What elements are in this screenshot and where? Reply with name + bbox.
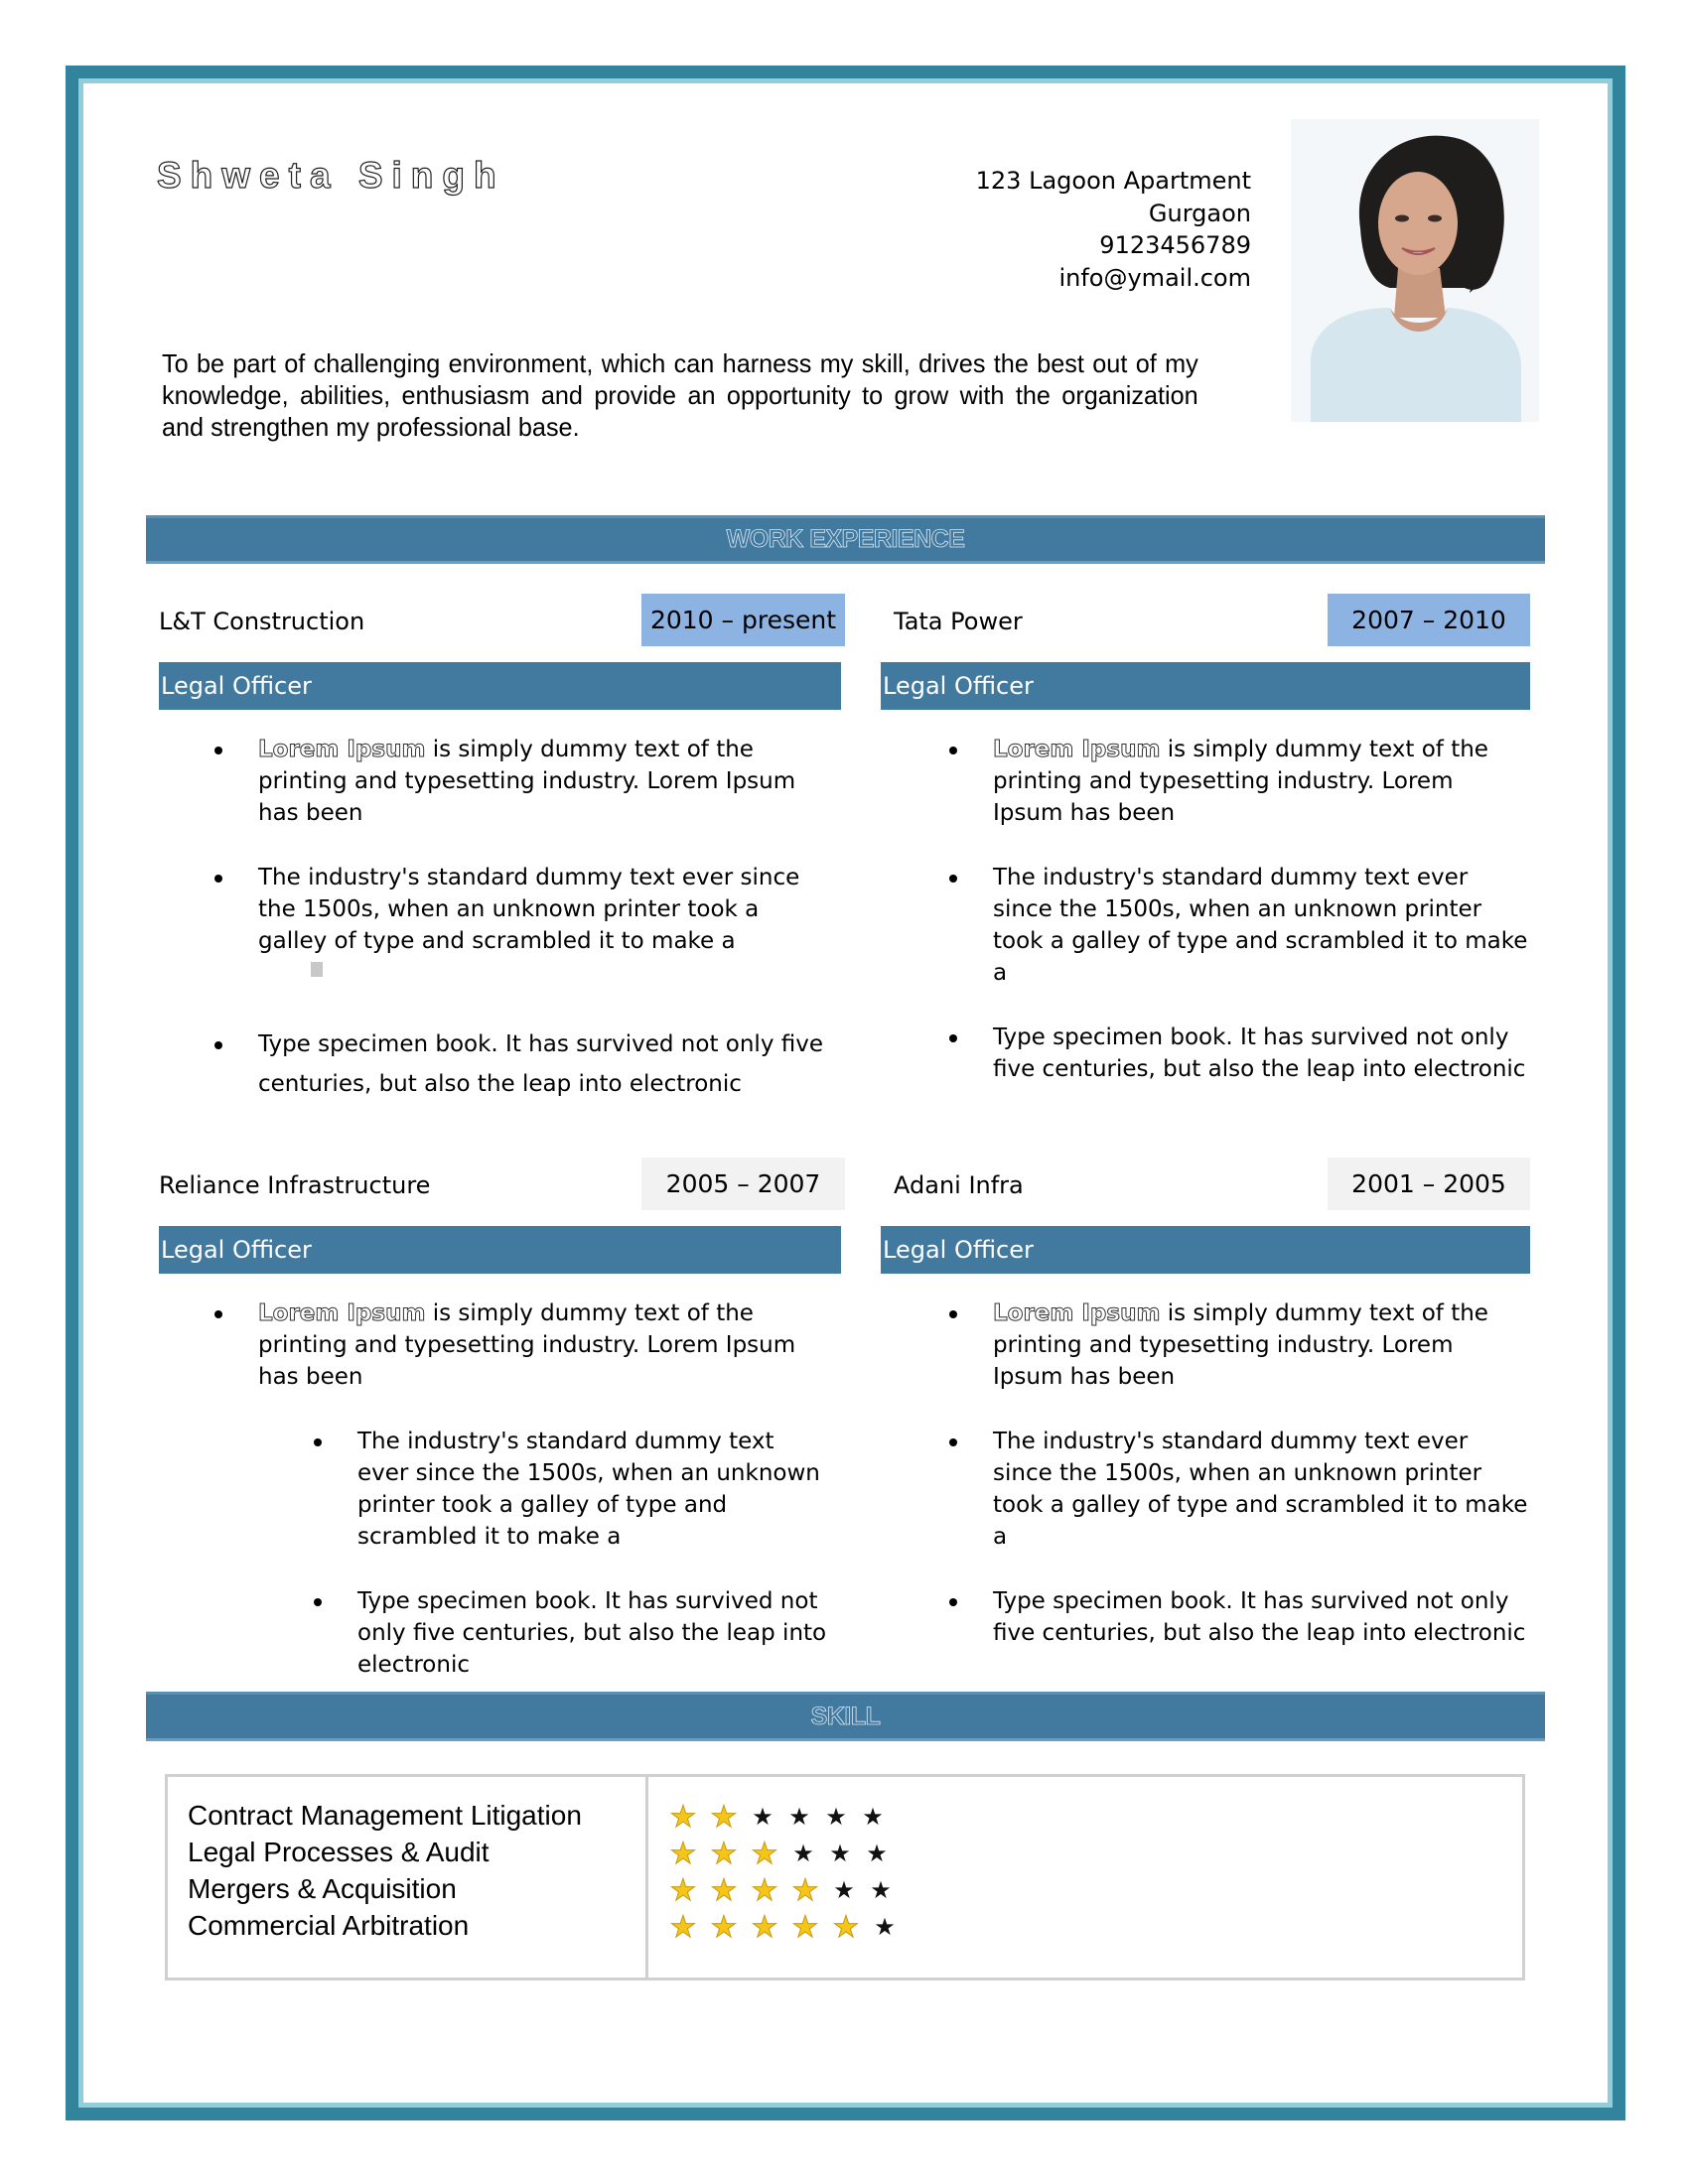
bullet-text: The industry's standard dummy text ever since the 1500s, when an unknown printer took a galley of type and scrambled it to make a [993,1429,1528,1550]
star-empty-icon: ★ [829,1840,851,1867]
star-filled-icon: ★ [751,1910,778,1944]
list-item [993,1297,1529,1393]
placeholder-square-icon [311,962,323,977]
star-filled-icon: ★ [832,1910,860,1944]
star-empty-icon: ★ [833,1876,855,1904]
employment-dates: 2001 – 2005 [1328,1158,1530,1210]
job-title-bar: Legal Officer [159,662,841,710]
company-name: L&T Construction [159,608,365,635]
star-empty-icon: ★ [752,1803,774,1831]
star-empty-icon: ★ [866,1840,888,1867]
responsibility-list [993,1297,1529,1649]
skill-names [188,1797,582,1944]
employment-dates: 2007 – 2010 [1328,594,1530,646]
skill-ratings [664,1799,902,1946]
lorem-lead: Lorem Ipsum [993,737,1161,762]
responsibility-list [993,734,1529,1085]
star-empty-icon: ★ [792,1840,814,1867]
lorem-lead: Lorem Ipsum [258,1300,426,1326]
star-rating [664,1872,902,1909]
bullet-icon [214,875,222,883]
bullet-text: is simply dummy text of the printing and typesetting industry. Lorem Ipsum has been [258,737,796,826]
star-filled-icon: ★ [791,1910,819,1944]
star-filled-icon: ★ [669,1873,697,1907]
skill-heading [146,1692,1545,1741]
employment-dates: 2010 – present [641,594,845,646]
star-filled-icon: ★ [710,1837,738,1870]
star-filled-icon: ★ [710,1873,738,1907]
bullet-icon [214,1041,222,1049]
bullet-icon [949,747,957,754]
contact-city: Gurgaon [1148,199,1251,227]
job-title-bar: Legal Officer [159,1226,841,1274]
star-filled-icon: ★ [669,1800,697,1834]
bullet-text: is simply dummy text of the printing and typesetting industry. Lorem Ipsum has been [993,737,1488,826]
list-item [993,1585,1529,1649]
bullet-icon [949,1034,957,1042]
responsibility-list [258,734,824,1104]
bullet-icon [314,1438,322,1446]
company-name: Reliance Infrastructure [159,1171,431,1199]
list-item [258,1297,824,1393]
company-name: Tata Power [894,608,1023,635]
bullet-text: is simply dummy text of the printing and typesetting industry. Lorem Ipsum has been [258,1300,796,1390]
bullet-text: is simply dummy text of the printing and typesetting industry. Lorem Ipsum has been [993,1300,1488,1390]
candidate-name: Shweta Singh [157,155,505,196]
skill-table-divider [645,1777,648,1978]
contact-phone: 9123456789 [1099,231,1251,259]
lorem-lead: Lorem Ipsum [258,737,426,762]
star-filled-icon: ★ [751,1873,778,1907]
contact-email: info@ymail.com [1058,263,1251,292]
bullet-text: The industry's standard dummy text ever since the 1500s, when an unknown printer took a galley of type and scrambled it to make a [993,865,1528,986]
star-filled-icon: ★ [751,1837,778,1870]
list-item [993,1022,1529,1085]
bullet-text: Type specimen book. It has survived not only five centuries, but also the leap into electronic [258,1031,823,1097]
bullet-icon [214,747,222,754]
star-empty-icon: ★ [870,1876,892,1904]
star-filled-icon: ★ [791,1873,819,1907]
work-experience-heading-label: WORK EXPERIENCE [726,525,965,553]
skill-name: Commercial Arbitration [188,1910,470,1941]
star-filled-icon: ★ [669,1910,697,1944]
star-filled-icon: ★ [710,1800,738,1834]
bullet-icon [949,1438,957,1446]
star-empty-icon: ★ [862,1803,884,1831]
star-empty-icon: ★ [825,1803,847,1831]
skill-table [165,1774,1525,1980]
star-rating [664,1799,902,1836]
bullet-text: Type specimen book. It has survived not only five centuries, but also the leap into electronic [993,1024,1526,1082]
star-empty-icon: ★ [874,1913,896,1941]
list-item [357,1585,834,1681]
bullet-text: Type specimen book. It has survived not only five centuries, but also the leap into electronic [357,1588,827,1678]
star-empty-icon: ★ [788,1803,810,1831]
star-filled-icon: ★ [710,1910,738,1944]
profile-photo-icon [1291,119,1539,422]
work-experience-heading [146,515,1545,564]
lorem-lead: Lorem Ipsum [993,1300,1161,1326]
profile-photo [1291,119,1539,422]
job-title-bar: Legal Officer [881,662,1530,710]
list-item [993,734,1529,829]
bullet-text: The industry's standard dummy text ever since the 1500s, when an unknown printer took a galley of type and scrambled it to make a [258,865,800,954]
list-item [357,1426,824,1553]
contact-block [976,165,1251,294]
skill-name: Mergers & Acquisition [188,1873,457,1904]
list-item [258,734,824,829]
contact-address: 123 Lagoon Apartment [975,167,1251,195]
company-name: Adani Infra [894,1171,1024,1199]
list-item [258,1024,824,1104]
list-item [993,1426,1529,1553]
star-rating [664,1836,902,1872]
bullet-text: The industry's standard dummy text ever since the 1500s, when an unknown printer took a galley of type and scrambled it to make a [357,1429,820,1550]
bullet-icon [314,1598,322,1606]
skill-name: Contract Management Litigation [188,1800,582,1831]
skill-heading-label: SKILL [810,1703,881,1730]
bullet-text: Type specimen book. It has survived not only five centuries, but also the leap into electronic [993,1588,1526,1646]
bullet-icon [949,1598,957,1606]
bullet-icon [949,1310,957,1318]
bullet-icon [949,875,957,883]
skill-name: Legal Processes & Audit [188,1837,490,1867]
bullet-icon [214,1310,222,1318]
star-rating [664,1909,902,1946]
list-item [993,862,1529,989]
responsibility-list [258,1297,827,1681]
employment-dates: 2005 – 2007 [641,1158,845,1210]
job-title-bar: Legal Officer [881,1226,1530,1274]
career-objective: To be part of challenging environment, which can harness my skill, drives the best out of my knowledge, abilities, enthusiasm and provide an opportunity to grow with the organization and strengthen my professional base. [162,348,1198,442]
star-filled-icon: ★ [669,1837,697,1870]
list-item [258,862,824,957]
